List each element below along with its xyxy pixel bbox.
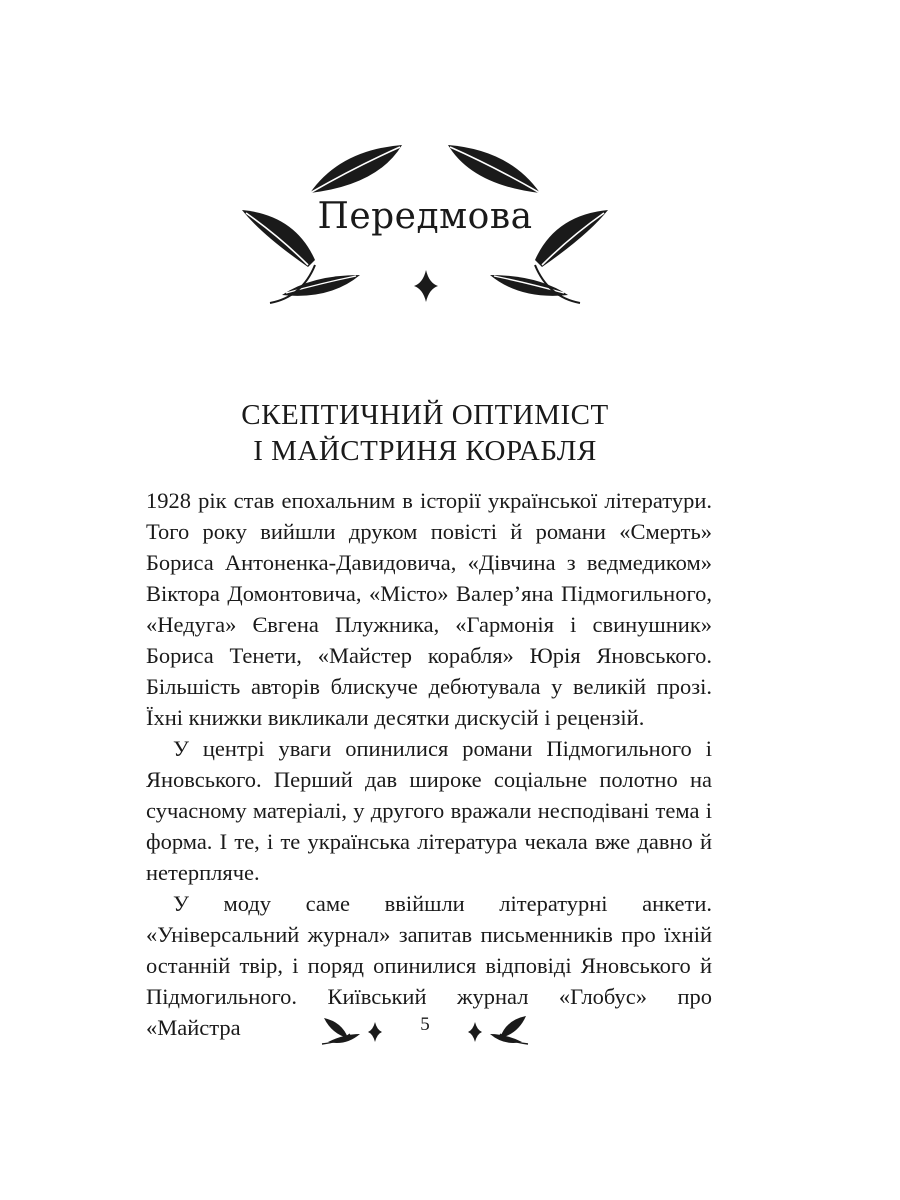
body-text xyxy=(146,485,712,1043)
crescent-moon-icon xyxy=(421,137,438,165)
paragraph: У моду саме ввійшли літературні анкети. «Універсальний журнал» запитав письменників про їхній останній твір, і поряд опинилися відповіді Яновського й Підмогильного. Київський журнал «Глобус» про «Майстра xyxy=(146,891,712,1040)
star-icon xyxy=(468,1022,482,1042)
leaf-icon xyxy=(310,145,402,193)
leaf-sprig-icon xyxy=(322,1018,360,1044)
star-icon xyxy=(414,270,438,302)
paragraph: 1928 рік став епохальним в історії української літератури. Того року вийшли друком повісті й романи «Смерть» Бориса Антоненка-Давидовича, «Дівчина з ведмедиком» Віктора Домонтовича, «Місто» Валер’яна Підмогильного, «Недуга» Євгена Плужника, «Гармонія і свинушник» Бориса Тенети, «Майстер корабля» Юрія Яновського. Більшість авторів блискуче дебютувала у великій прозі. Їхні книжки викликали десятки дискусій і рецензій. xyxy=(146,488,712,730)
section-heading-line-1: СКЕПТИЧНИЙ ОПТИМІСТ xyxy=(241,399,609,431)
page-number: 5 xyxy=(420,1014,430,1035)
paragraph: У центрі уваги опинилися романи Підмогильного і Яновського. Перший дав широке соціальне полотно на сучасному матеріалі, у другого вражали несподівані тема і форма. І те, і те українська література чекала вже давно й нетерпляче. xyxy=(146,736,712,885)
chapter-title: Передмова xyxy=(317,196,533,237)
leaf-icon xyxy=(448,145,540,193)
section-heading-line-2: І МАЙСТРИНЯ КОРАБЛЯ xyxy=(253,435,597,467)
leaf-sprig-icon xyxy=(490,1016,528,1044)
star-icon xyxy=(368,1022,382,1042)
